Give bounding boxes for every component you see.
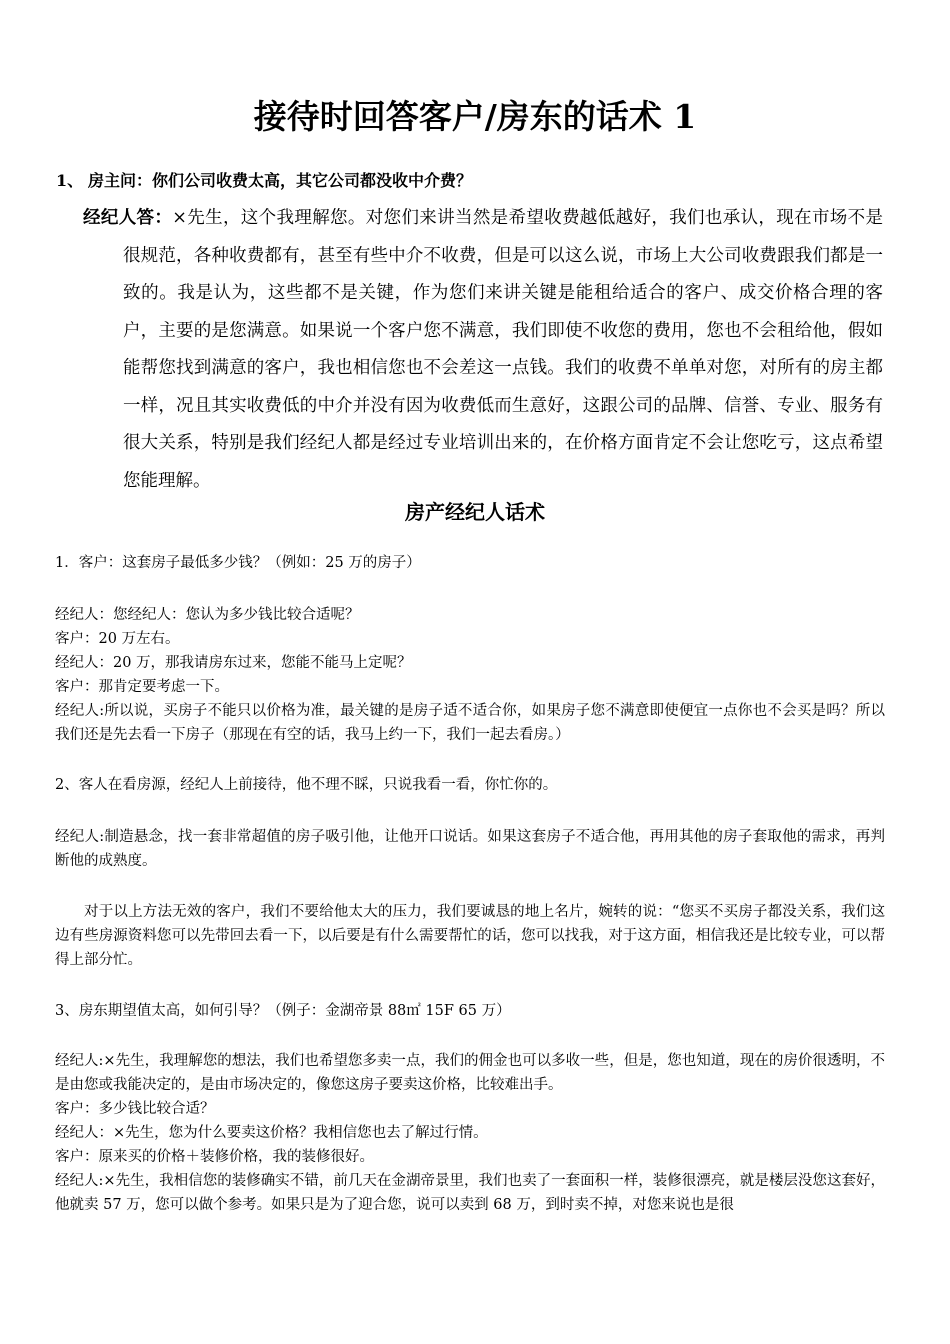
- dialogue-line: 客户：20 万左右。: [55, 631, 180, 647]
- dialogue-line: 经纪人:所以说，买房子不能只以价格为准，最关键的是房子适不适合你，如果房子您不满意即使便宜一点你也不会买是吗？所以我们还是先去看一下房子（那现在有空的话，我马上约一下，我们一起去看房。）: [55, 703, 885, 743]
- dialogue-line: 经纪人:×先生，我理解您的想法，我们也希望您多卖一点，我们的佣金也可以多收一些，但是，您也知道，现在的房价很透明，不是由您或我能决定的，是由市场决定的，像您这房子要卖这价格，比较难出手。: [55, 1053, 885, 1093]
- dialogue-line: 客户：那肯定要考虑一下。: [55, 679, 229, 695]
- answer-1: [83, 200, 883, 500]
- dialogue-line: 客户：多少钱比较合适？: [55, 1101, 215, 1117]
- scenario-1-question: 1．客户：这套房子最低多少钱？（例如：25 万的房子）: [55, 555, 421, 571]
- scenario-3-dialogue: [55, 1049, 885, 1217]
- scenario-1-dialogue: [55, 603, 885, 747]
- dialogue-line: 经纪人:×先生，我相信您的装修确实不错，前几天在金湖帝景里，我们也卖了一套面积一样，装修很漂亮，就是楼层没您这套好，他就卖 57 万，您可以做个参考。如果只是为了迎合您，说可以卖到 68 万，到时卖不掉，对您来说也是很: [55, 1173, 885, 1213]
- scenario-3-question: 3、房东期望值太高，如何引导？（例子：金湖帝景 88㎡ 15F 65 万）: [55, 1003, 511, 1019]
- question-text: 房主问：你们公司收费太高，其它公司都没收中介费？: [88, 171, 473, 190]
- dialogue-line: 客户：原来买的价格＋装修价格，我的装修很好。: [55, 1149, 374, 1165]
- dialogue-line: 经纪人：×先生，您为什么要卖这价格？我相信您也去了解过行情。: [55, 1125, 488, 1141]
- scenario-2-question: 2、客人在看房源，经纪人上前接待，他不理不睬，只说我看一看，你忙你的。: [55, 777, 558, 793]
- answer-text: ×先生，这个我理解您。对您们来讲当然是希望收费越低越好，我们也承认，现在市场不是很规范，各种收费都有，甚至有些中介不收费，但是可以这么说，市场上大公司收费跟我们都是一致的。我是认为，这些都不是关键，作为您们来讲关键是能租给适合的客户、成交价格合理的客户，主要的是您满意。如果说一个客户您不满意，我们即使不收您的费用，您也不会租给他，假如能帮您找到满意的客户，我也相信您也不会差这一点钱。我们的收费不单单对您，对所有的房主都一样，况且其实收费低的中介并没有因为收费低而生意好，这跟公司的品牌、信誉、专业、服务有很大关系，特别是我们经纪人都是经过专业培训出来的，在价格方面肯定不会让您吃亏，这点希望您能理解。: [123, 208, 883, 491]
- section-subtitle: 房产经纪人话术: [405, 500, 545, 524]
- dialogue-line: 经纪人：您经纪人：您认为多少钱比较合适呢？: [55, 607, 360, 623]
- question-1: [56, 168, 896, 194]
- answer-label: 经纪人答：: [83, 208, 173, 228]
- document-title: 接待时回答客户/房东的话术 1: [253, 97, 697, 136]
- scenario-2-advice: 对于以上方法无效的客户，我们不要给他太大的压力，我们要诚恳的地上名片，婉转的说：“您买不买房子都没关系，我们这边有些房源资料您可以先带回去看一下，以后要是有什么需要帮忙的话，您可以找我，对于这方面，相信我还是比较专业，可以帮得上部分忙。: [55, 904, 885, 968]
- question-number: 1、: [56, 171, 84, 190]
- scenario-2-answer: 经纪人:制造悬念，找一套非常超值的房子吸引他，让他开口说话。如果这套房子不适合他，再用其他的房子套取他的需求，再判断他的成熟度。: [55, 829, 885, 869]
- dialogue-line: 经纪人：20 万，那我请房东过来，您能不能马上定呢？: [55, 655, 412, 671]
